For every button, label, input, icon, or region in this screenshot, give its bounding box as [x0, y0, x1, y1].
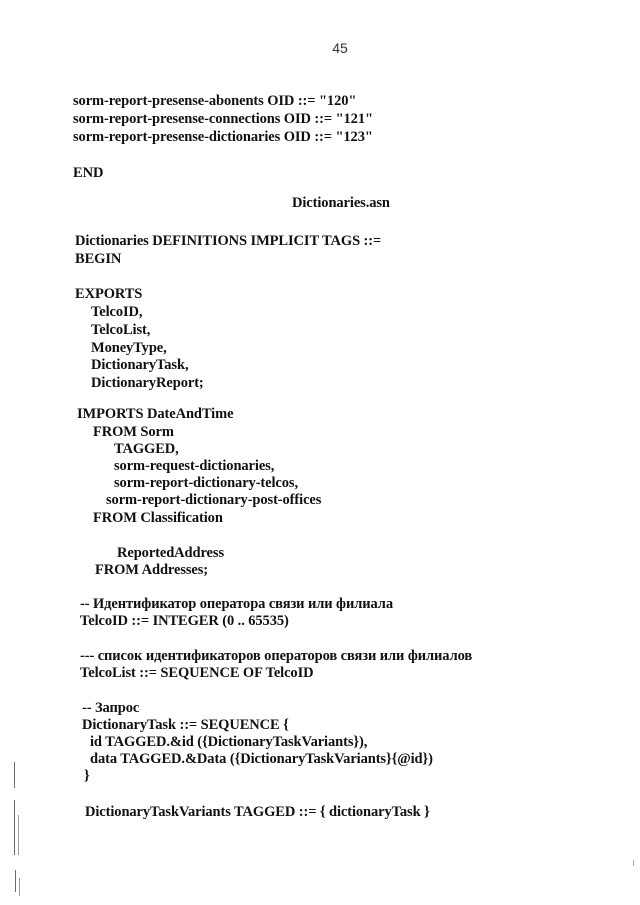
scan-artifact — [19, 878, 20, 896]
code-line-close-brace: } — [84, 768, 90, 784]
code-line-dictionarytask-def: DictionaryTask ::= SEQUENCE { — [82, 717, 289, 733]
code-line-begin: BEGIN — [75, 251, 122, 267]
code-line-from-classification: FROM Classification — [93, 510, 223, 526]
code-line-exports: EXPORTS — [75, 286, 143, 302]
code-line-import-request-dictionaries: sorm-request-dictionaries, — [114, 458, 275, 474]
code-line-export-dictionaryreport: DictionaryReport; — [91, 375, 204, 391]
code-line-field-id: id TAGGED.&id ({DictionaryTaskVariants}), — [90, 734, 368, 750]
scan-artifact — [18, 815, 19, 855]
code-line-oid-123: sorm-report-presense-dictionaries OID ::= "123" — [73, 129, 373, 145]
code-line-import-tagged: TAGGED, — [114, 441, 179, 457]
code-line-end: END — [73, 165, 104, 181]
code-line-oid-121: sorm-report-presense-connections OID ::= "121" — [73, 111, 373, 127]
section-title-dictionaries-asn: Dictionaries.asn — [292, 195, 390, 211]
code-line-from-sorm: FROM Sorm — [93, 424, 174, 440]
scan-artifact — [14, 800, 15, 855]
code-line-export-moneytype: MoneyType, — [91, 340, 167, 356]
scan-artifact — [633, 860, 634, 866]
code-line-variants-def: DictionaryTaskVariants TAGGED ::= { dictionaryTask } — [85, 804, 430, 820]
comment-request: -- Запрос — [82, 700, 140, 716]
code-line-from-addresses: FROM Addresses; — [95, 562, 209, 578]
comment-telco-list: --- список идентификаторов операторов связи или филиалов — [80, 648, 473, 664]
code-line-export-telcoid: TelcoID, — [91, 304, 143, 320]
code-line-import-report-post-offices: sorm-report-dictionary-post-offices — [106, 492, 322, 508]
page-number: 45 — [332, 40, 348, 56]
code-line-telcoid-def: TelcoID ::= INTEGER (0 .. 65535) — [80, 613, 289, 629]
code-line-export-telcolist: TelcoList, — [91, 322, 151, 338]
code-line-oid-120: sorm-report-presense-abonents OID ::= "120" — [73, 93, 357, 109]
scan-artifact — [15, 870, 16, 892]
code-line-definitions: Dictionaries DEFINITIONS IMPLICIT TAGS ::= — [75, 233, 382, 249]
code-line-import-reported-address: ReportedAddress — [117, 545, 224, 561]
scan-artifact — [14, 762, 15, 788]
code-line-import-report-telcos: sorm-report-dictionary-telcos, — [114, 475, 298, 491]
code-line-imports: IMPORTS DateAndTime — [77, 406, 234, 422]
code-line-telcolist-def: TelcoList ::= SEQUENCE OF TelcoID — [80, 665, 314, 681]
comment-telco-id: -- Идентификатор оператора связи или филиала — [80, 596, 393, 612]
code-line-export-dictionarytask: DictionaryTask, — [91, 357, 189, 373]
code-line-field-data: data TAGGED.&Data ({DictionaryTaskVariants}{@id}) — [90, 751, 433, 767]
